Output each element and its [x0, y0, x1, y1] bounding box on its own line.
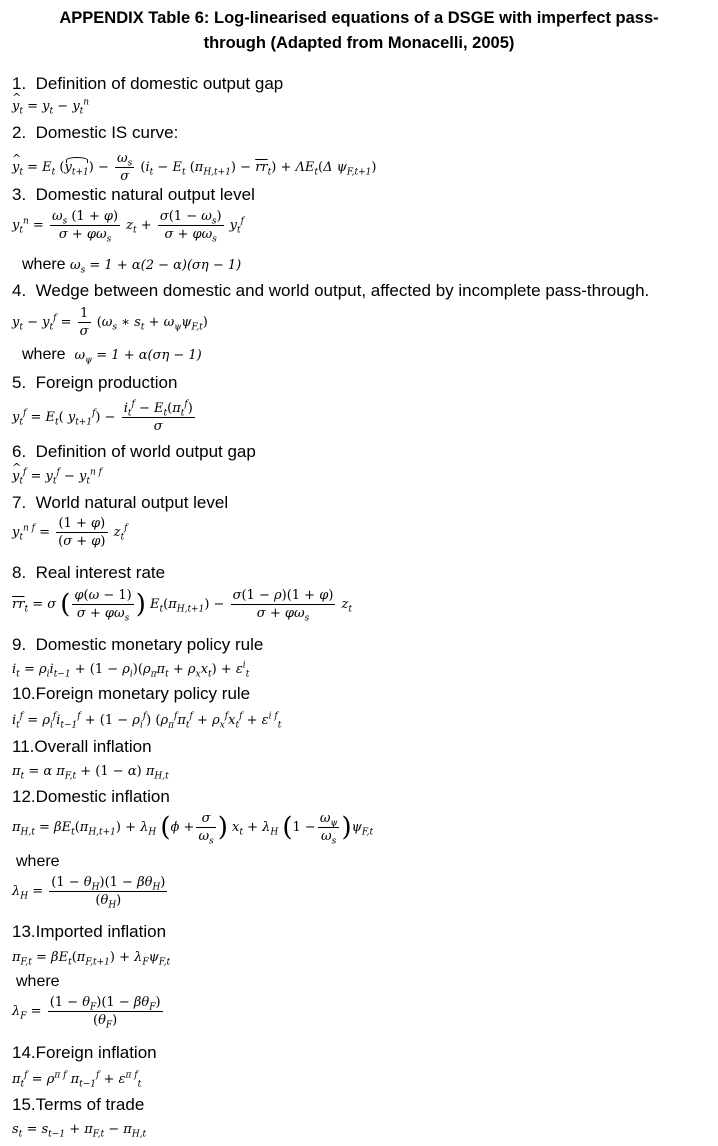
- title-line-1: APPENDIX Table 6: Log-linearised equations of a DSGE with imperfect pass-: [59, 9, 659, 27]
- equation-2: ^ $y_t = E_t$ $(y_{t+1})$ − $\frac{\omega_s}{\sigma}$ ($i_t - E_t$ $(\pi_{H,t+1}) - \overline{rr}_t) + \Lambda E_t(\Delta$ $\psi_{F,t+1}$): [12, 150, 376, 185]
- where-clause-13: [16, 973, 60, 991]
- section-heading-8: 8. Real interest rate: [12, 563, 166, 582]
- equation-11: $\pi_t = \alpha$ $\pi_{F,t} + (1 - \alpha)$ $\pi_{H,t}$: [12, 764, 169, 782]
- where-formula-omega-s: $\omega_s = 1 + \alpha(2 - \alpha)(\sigma\eta - 1)$: [70, 258, 242, 276]
- equation-10: $i_t^f = \rho_i^fi_{t-1}^f + (1 - \rho_i^f) (\rho_\pi^f\pi_t^f + \rho_x^fx_t^f + \varepsilon^{i f}_t$: [12, 711, 282, 731]
- equation-lambda-f: $\lambda_F$ = $\frac{(1 - \theta_F)(1 - \beta\theta_F)}{(\theta_F)}$: [12, 995, 161, 1031]
- where-label: where: [22, 256, 66, 273]
- section-heading-15: 15.Terms of trade: [12, 1095, 145, 1114]
- page-title: [0, 6, 718, 56]
- where-label: where: [16, 853, 60, 870]
- where-clause-12: [16, 853, 60, 871]
- where-clause-3: [22, 256, 241, 275]
- equation-14: $\pi_t^f = \rho^{\pi f}$ $\pi_{t-1}^f + \varepsilon^{\pi f}_t$: [12, 1070, 142, 1090]
- section-heading-10: 10.Foreign monetary policy rule: [12, 684, 251, 703]
- section-heading-5: 5. Foreign production: [12, 373, 178, 392]
- equation-1: ^ $y_t = y_t - y_t^n$: [12, 99, 89, 115]
- equation-3: $y_t^n$ = $\frac{\omega_s (1 + \varphi)}{\sigma + \varphi\omega_s}$ $z_t$ + $\frac{\sigma(1 - \omega_s)}{\sigma + \varphi\omega_s}$ $y_t^f$: [12, 209, 244, 245]
- equation-12: $\pi_{H,t} = \beta E_t(\pi_{H,t+1}) + \lambda_H$ (ϕ + $\frac{\sigma}{\omega_s}$ ) $x_t + \lambda_H$ (1 − $\frac{\omega_\psi}{\omega_s}$ )$\psi_{F,t}$: [12, 811, 374, 847]
- section-heading-11: 11.Overall inflation: [12, 737, 152, 756]
- section-heading-12: 12.Domestic inflation: [12, 787, 170, 806]
- equation-8: $\overline{rr}_t = \sigma$ ( $\frac{\varphi(\omega - 1)}{\sigma + \varphi\omega_s}$ ) $E_t(\pi_{H,t+1})$ − $\frac{\sigma(1 - \rho)(1 + \varphi)}{\sigma + \varphi\omega_s}$ $z_t$: [12, 588, 353, 624]
- section-heading-9: 9. Domestic monetary policy rule: [12, 635, 264, 654]
- equation-15: $s_t = s_{t-1} + \pi_{F,t} - \pi_{H,t}$: [12, 1122, 147, 1140]
- equation-lambda-h: $\lambda_H$ = $\frac{(1 - \theta_H)(1 - \beta\theta_H)}{(\theta_H)}$: [12, 875, 166, 911]
- section-heading-7: 7. World natural output level: [12, 493, 229, 512]
- where-label: where: [22, 346, 66, 363]
- where-formula-omega-psi: $\omega_\psi = 1 + \alpha(\sigma\eta - 1)$: [74, 348, 202, 366]
- where-clause-4: [22, 346, 202, 365]
- equation-13: $\pi_{F,t} = \beta E_t(\pi_{F,t+1}) + \lambda_F\psi_{F,t}$: [12, 950, 171, 968]
- equation-9: $i_t = \rho_ii_{t-1} + (1 - \rho_i)(\rho_\pi\pi_t + \rho_xx_t) + \varepsilon^i_t$: [12, 660, 250, 680]
- section-heading-6: 6. Definition of world output gap: [12, 442, 256, 461]
- where-label: where: [16, 973, 60, 990]
- section-heading-2: 2. Domestic IS curve:: [12, 123, 179, 142]
- title-line-2: through (Adapted from Monacelli, 2005): [203, 34, 515, 52]
- section-heading-13: 13.Imported inflation: [12, 922, 167, 941]
- section-heading-3: 3. Domestic natural output level: [12, 185, 255, 204]
- equation-7: $y_t^{n f}$ = $\frac{(1 + \varphi)}{(\sigma + \varphi)}$ $z_t^f$: [12, 516, 128, 549]
- equation-4: $y_t - y_t^f$ = $\frac{1}{\sigma}$ ($\omega_s$ ∗ $s_t + \omega_\psi\psi_{F,t}$): [12, 306, 208, 339]
- equation-6: ^ $y_t^f = y_t^f - y_t^{n f}$: [12, 469, 102, 485]
- section-heading-4: 4. Wedge between domestic and world output, affected by incomplete pass-through.: [12, 281, 650, 300]
- equation-5: $y_t^f = E_t$( $y_{t+1}^f$) − $\frac{i_t^f - E_t(\pi_t^f)}{\sigma}$: [12, 399, 193, 434]
- section-heading-14: 14.Foreign inflation: [12, 1043, 157, 1062]
- section-heading-1: 1. Definition of domestic output gap: [12, 74, 284, 93]
